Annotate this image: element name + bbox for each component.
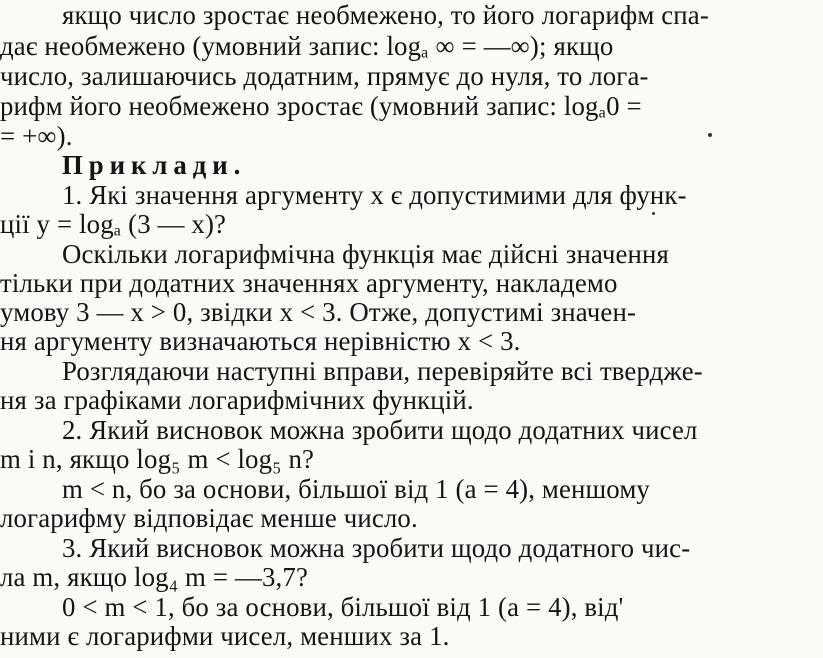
example-1-answer-line-4: ня аргументу визначаються нерівністю x < 3. — [0, 326, 521, 356]
example-1-question-line-1: 1. Які значення аргументу x є допустимими для функ- — [62, 180, 687, 210]
example-2-answer-line-2: логарифму відповідає менше число. — [0, 503, 418, 533]
instruction-line-2: ня за графіками логарифмічних функцій. — [0, 385, 474, 415]
instruction-line-1: Розглядаючи наступні вправи, перевіряйте всі твердже- — [62, 356, 703, 386]
print-speck — [652, 212, 655, 215]
text-line-3: число, залишаючись додатним, прямує до нуля, то лога- — [0, 61, 649, 91]
example-2-answer-line-1: m < n, бо за основи, більшої від 1 (a = 4), меншому — [62, 474, 650, 504]
example-3-question-line-1: 3. Який висновок можна зробити щодо додатного чис- — [62, 533, 691, 563]
example-1-answer-line-2: тільки при додатних значеннях аргументу, накладемо — [0, 268, 618, 298]
example-2-question-line-2: m і n, якщо log₅ m < log₅ n? — [0, 444, 315, 474]
text-line-1: якщо число зростає необмежено, то його логарифм спа- — [62, 0, 709, 30]
examples-heading: Приклади. — [62, 150, 247, 180]
example-1-answer-line-1: Оскільки логарифмічна функція має дійсні значення — [62, 239, 669, 269]
example-1-answer-line-3: умову 3 — x > 0, звідки x < 3. Отже, допустимі значен- — [0, 297, 637, 327]
text-line-2: дає необмежено (умовний запис: logₐ ∞ = —∞); якщо — [0, 31, 614, 61]
example-3-question-line-2: ла m, якщо log₄ m = —3,7? — [0, 562, 309, 592]
print-speck — [708, 133, 712, 137]
example-1-question-line-2: ції y = logₐ (3 — x)? — [0, 209, 227, 239]
example-3-answer-line-2: ними є логарифми чисел, менших за 1. — [0, 621, 450, 651]
example-2-question-line-1: 2. Який висновок можна зробити щодо додатних чисел — [62, 415, 698, 445]
example-3-answer-line-1: 0 < m < 1, бо за основи, більшої від 1 (a = 4), від' — [62, 592, 624, 622]
text-line-4: рифм його необмежено зростає (умовний запис: logₐ0 = — [0, 91, 642, 121]
text-line-5: = +∞). — [0, 121, 73, 151]
